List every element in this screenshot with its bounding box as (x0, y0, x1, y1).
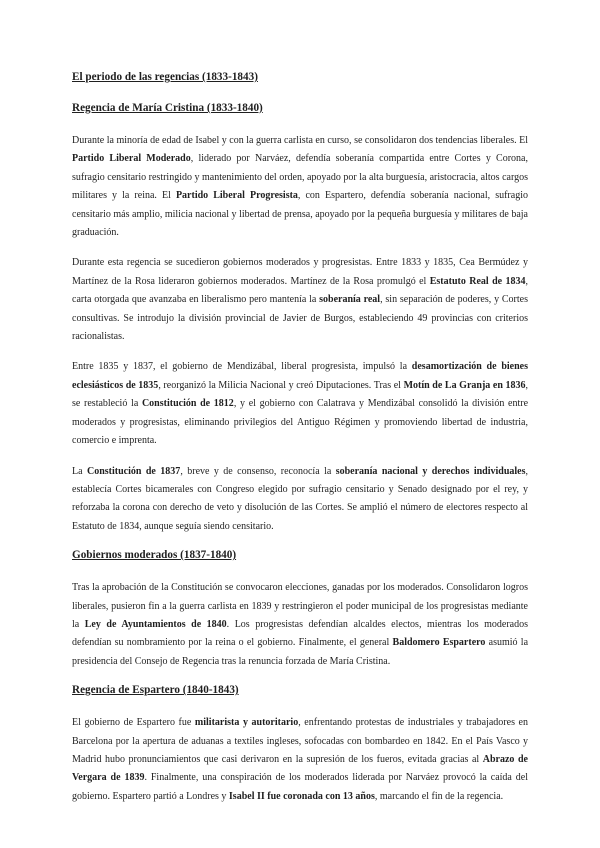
paragraph: Tras la aprobación de la Constitución se convocaron elecciones, ganadas por los moderados. Consolidaron logros liberales, pusieron fin a la guerra carlista en 1839 y restringieron el poder municipal de los progresistas mediante la Ley de Ayuntamientos de 1840. Los progresistas defendían alcaldes electos, mientras los moderados defendían su nombramiento por la reina o el gobierno. Finalmente, el general Baldomero Espartero asumió la presidencia del Consejo de Regencia tras la renuncia forzada de María Cristina. (72, 582, 529, 667)
bold-term: Estatuto Real de 1834 (429, 275, 526, 287)
bold-term: Motín de La Granja en 1836 (403, 379, 526, 391)
bold-term: Baldomero Espartero (392, 637, 486, 649)
paragraph: El gobierno de Espartero fue militarista y autoritario, enfrentando protestas de industriales y trabajadores en Barcelona por la apertura de aduanas a textiles ingleses, sofocadas con bombardeo en 1842. En el País Vasco y Madrid hubo pronunciamientos que casi derivaron en la supresión de los fueros, evitada gracias al Abrazo de Vergara de 1839. Finalmente, una conspiración de los moderados liderada por Narváez provocó la caída del gobierno. Espartero partió a Londres y Isabel II fue coronada con 13 años, marcando el fin de la regencia. (72, 717, 528, 802)
document-title: El periodo de las regencias (1833-1843) (72, 71, 258, 83)
bold-term: Isabel II fue coronada con 13 años (228, 790, 375, 802)
section-heading-regencia-espartero: Regencia de Espartero (1840-1843) (72, 684, 239, 697)
bold-term: soberanía real (319, 294, 381, 306)
bold-term: Partido Liberal Moderado (72, 153, 191, 165)
paragraph: Entre 1835 y 1837, el gobierno de Mendizábal, liberal progresista, impulsó la desamortización de bienes eclesiásticos de 1835, reorganizó la Milicia Nacional y creó Diputaciones. Tras el Motín de La Granja en 1836, se restableció la Constitución de 1812, y el gobierno con Calatrava y Mendizábal consolidó la división entre moderados y progresistas, eliminando privilegios del Antiguo Régimen y promoviendo libertad de industria, comercio e imprenta. (72, 361, 529, 447)
bold-term: Partido Liberal Progresista (175, 190, 298, 202)
bold-term: militarista y autoritario (194, 717, 299, 729)
bold-term: Ley de Ayuntamientos de 1840 (84, 618, 227, 630)
bold-term: Constitución de 1837 (86, 465, 181, 477)
bold-term: soberanía nacional y derechos individuales (335, 465, 526, 477)
bold-term: Constitución de 1812 (141, 398, 234, 410)
paragraph: La Constitución de 1837, breve y de consenso, reconocía la soberanía nacional y derechos individuales, establecía Cortes bicamerales con Congreso elegido por sufragio censitario y Senado designado por el rey, y reforzaba la corona con derecho de veto y disolución de las Cortes. Se amplió el número de electores respecto al Estatuto de 1834, aunque seguía siendo censitario. (72, 465, 529, 532)
paragraph: Durante esta regencia se sucedieron gobiernos moderados y progresistas. Entre 1833 y 1835, Cea Bermúdez y Martínez de la Rosa lideraron gobiernos moderados. Martínez de la Rosa promulgó el Estatuto Real de 1834, carta otorgada que avanzaba en liberalismo pero mantenía la soberanía real, sin separación de poderes, y Cortes consultivas. Se introdujo la división provincial de Javier de Burgos, estableciendo 49 provincias con criterios racionalistas. (72, 257, 528, 343)
bold-term: desamortización de bienes eclesiásticos de 1835 (72, 361, 529, 391)
paragraph: Durante la minoría de edad de Isabel y con la guerra carlista en curso, se consolidaron dos tendencias liberales. El Partido Liberal Moderado, liderado por Narváez, defendía soberanía compartida entre Cortes y Corona, sufragio censitario restringido y mantenimiento del orden, apoyado por la alta burguesía, aristocracia, altos cargos militares y la reina. El Partido Liberal Progresista, con Espartero, defendía soberanía nacional, sufragio censitario más amplio, milicia nacional y libertad de prensa, apoyado por la pequeña burguesía y militares de baja graduación. (72, 135, 528, 239)
document-page (72, 70, 528, 806)
bold-term: Abrazo de Vergara de 1839 (72, 753, 528, 784)
section-heading-gobiernos-moderados: Gobiernos moderados (1837-1840) (72, 549, 237, 562)
section-heading-maria-cristina: Regencia de María Cristina (1833-1840) (72, 102, 263, 114)
